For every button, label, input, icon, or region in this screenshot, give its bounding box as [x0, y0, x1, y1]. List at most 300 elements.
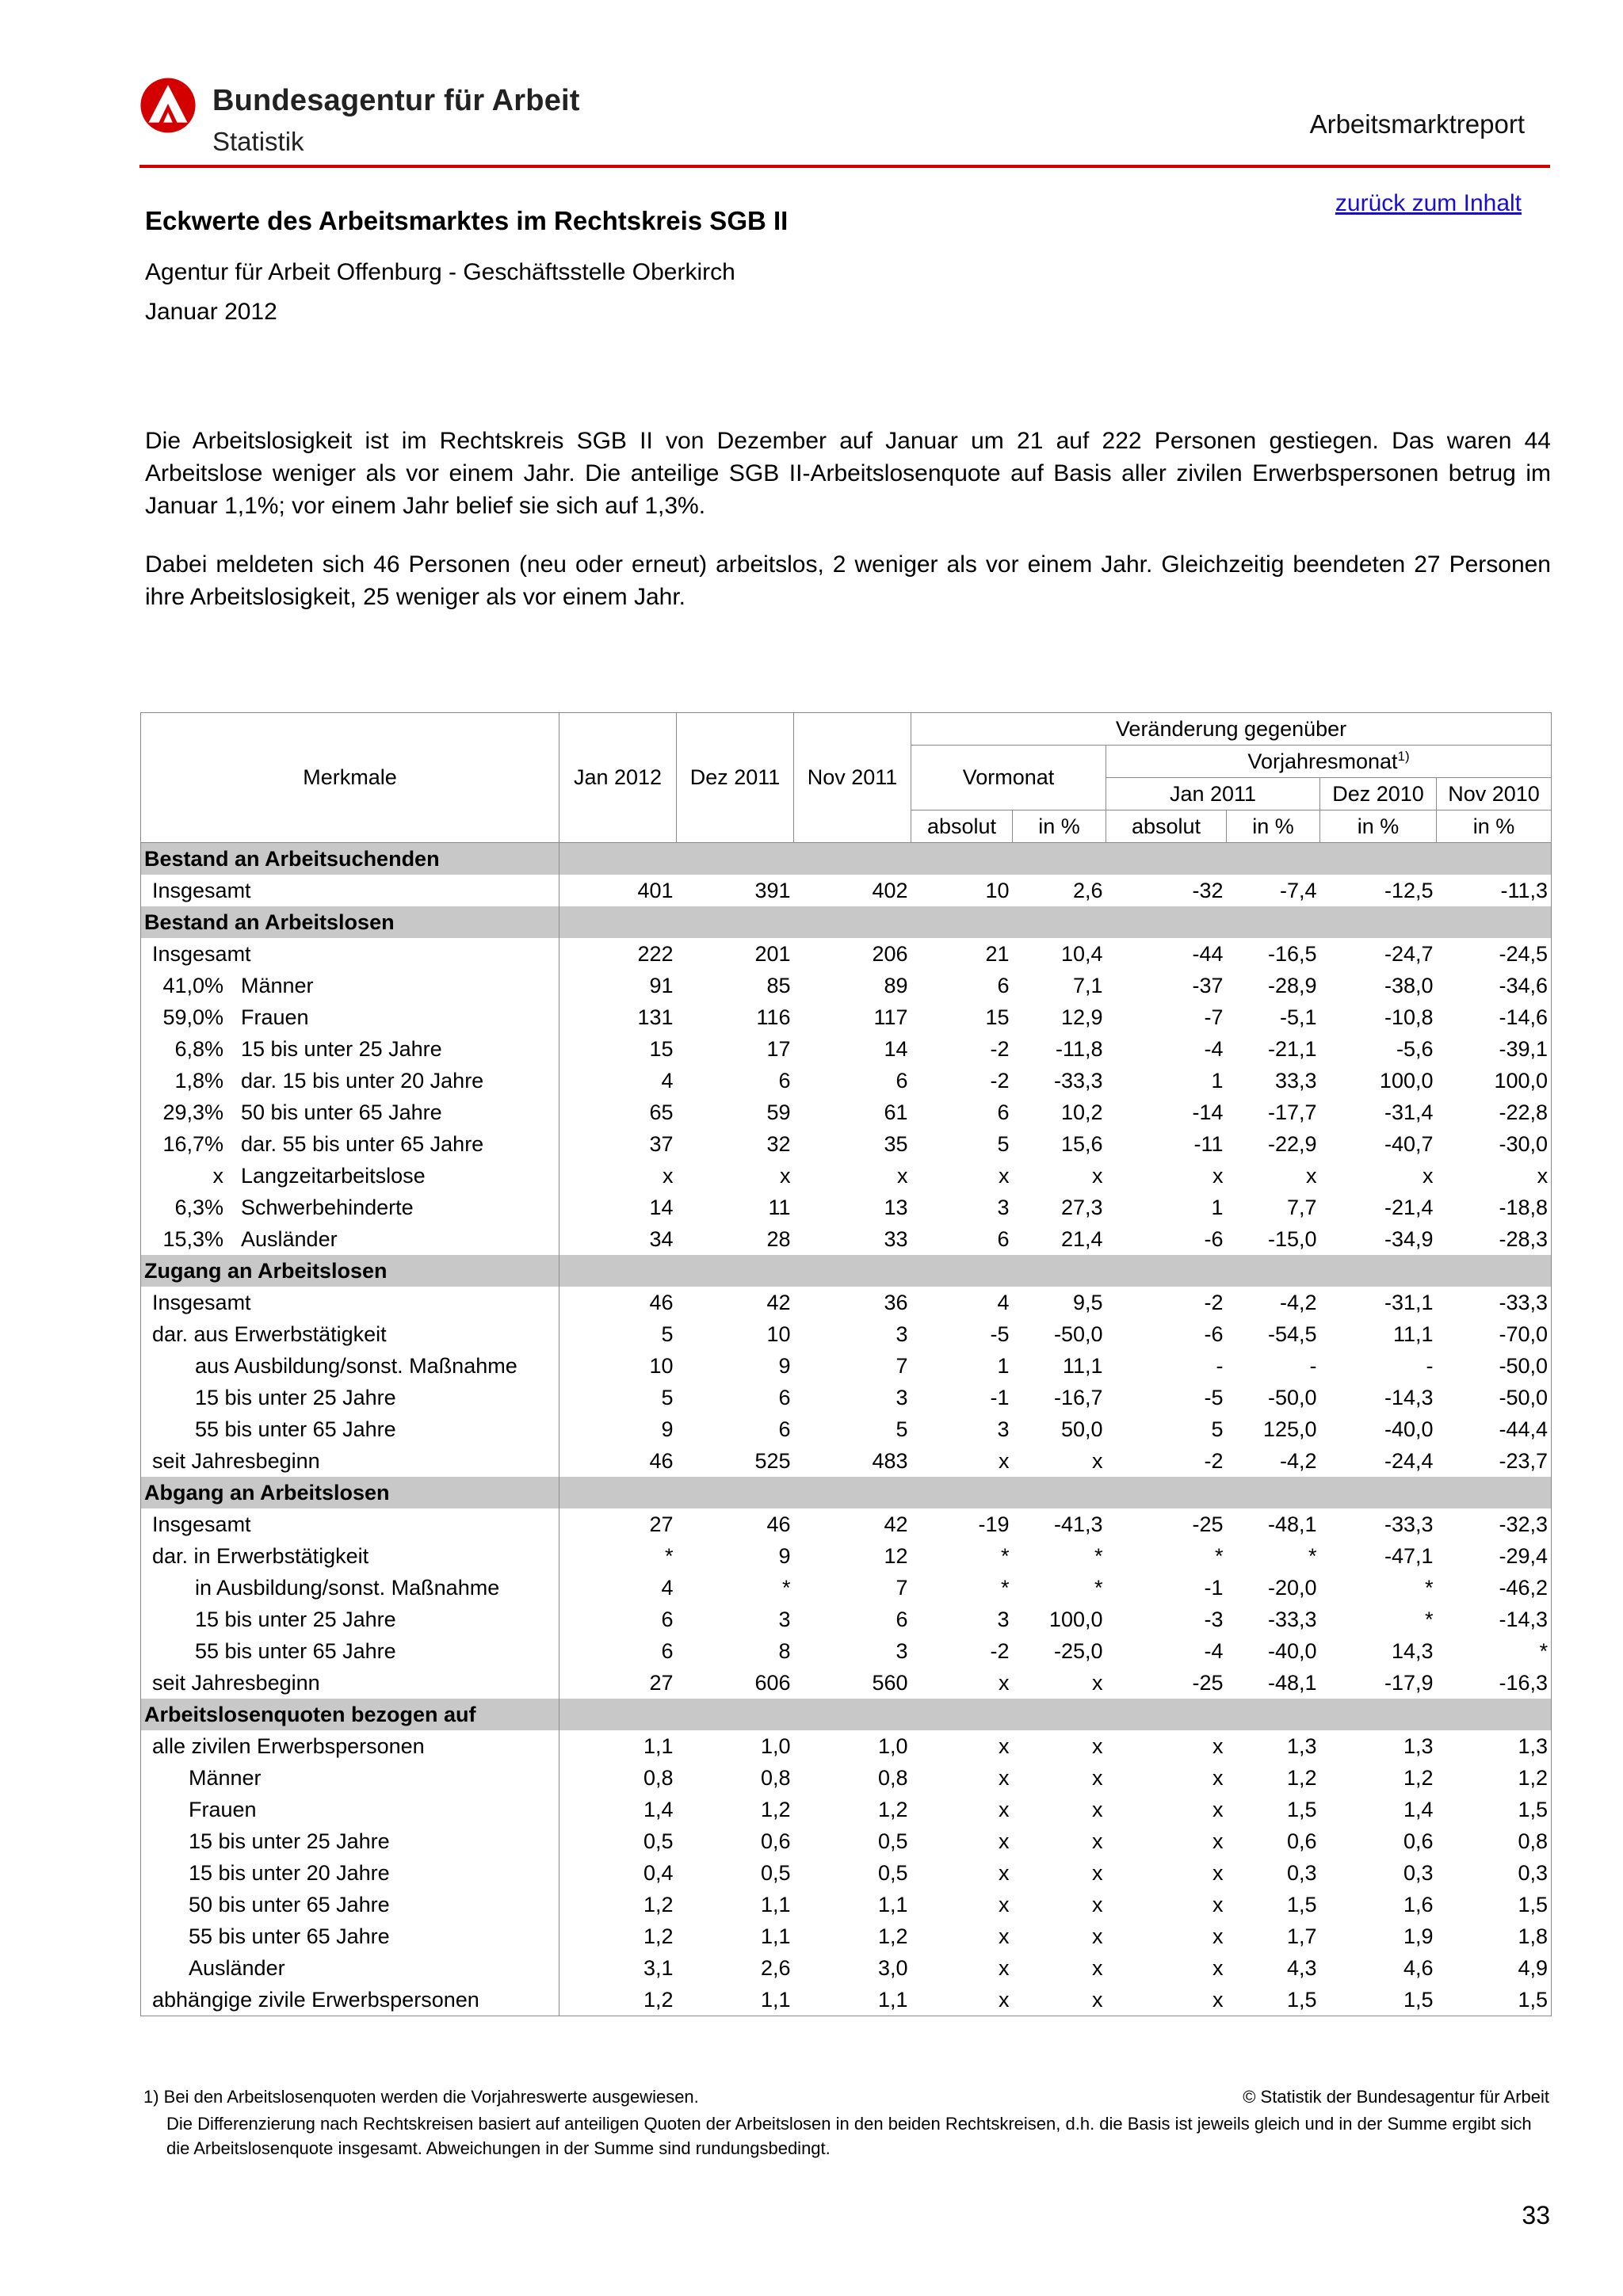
row-label: 55 bis unter 65 Jahre [141, 1920, 559, 1952]
table-cell: x [999, 1955, 1010, 1980]
section-fill [559, 1699, 1552, 1730]
section-header-row [141, 906, 1552, 938]
table-row [141, 1667, 1552, 1699]
table-row [141, 970, 1552, 1001]
row-label: Insgesamt [141, 938, 559, 970]
table-cell: -14,3 [1384, 1385, 1434, 1409]
table-cell: 1,5 [1286, 1797, 1317, 1821]
table-cell: -2 [1204, 1448, 1224, 1473]
table-cell: x [1092, 1448, 1103, 1473]
table-row [141, 1508, 1552, 1540]
table-cell: x [1212, 1797, 1224, 1821]
table-cell: 1,4 [643, 1797, 674, 1821]
table-row [141, 938, 1552, 970]
table-cell: x [897, 1163, 908, 1188]
table-cell: 206 [872, 941, 908, 966]
page-number: 33 [1522, 2201, 1550, 2229]
row-label: Frauen [141, 1794, 559, 1825]
table-cell: - [1426, 1353, 1434, 1378]
table-cell: 9,5 [1072, 1290, 1103, 1314]
table-cell: -12,5 [1384, 878, 1434, 902]
table-cell: 1,2 [1403, 1765, 1434, 1790]
table-cell: - [1216, 1353, 1224, 1378]
row-label: Insgesamt [141, 1287, 559, 1318]
header-in-pct: in % [1320, 810, 1437, 843]
table-cell: -40,0 [1384, 1417, 1434, 1441]
back-to-contents-link[interactable]: zurück zum Inhalt [1335, 190, 1522, 216]
share-percent: 6,8% [174, 1036, 223, 1061]
table-cell: -1 [990, 1385, 1010, 1409]
row-label [141, 1128, 559, 1160]
table-cell: 10,2 [1060, 1100, 1103, 1124]
table-cell: -16,3 [1437, 1667, 1552, 1699]
table-cell: 1,1 [643, 1733, 674, 1758]
table-cell: -11,3 [1437, 875, 1552, 906]
table-cell: x [999, 1829, 1010, 1853]
table-cell: x [1212, 1163, 1224, 1188]
table-cell: 50,0 [1060, 1417, 1103, 1441]
table-cell: 14 [649, 1195, 674, 1219]
section-fill [559, 843, 1552, 875]
row-label-text: dar. 15 bis unter 20 Jahre [241, 1068, 484, 1093]
table-cell: 100,0 [1379, 1068, 1434, 1093]
table-cell: -33,3 [1437, 1287, 1552, 1318]
table-cell: 1,8 [1437, 1920, 1552, 1952]
table-cell: -5,1 [1279, 1005, 1317, 1029]
table-cell: 6 [997, 1226, 1010, 1251]
row-label: 55 bis unter 65 Jahre [141, 1635, 559, 1667]
table-cell: 6 [896, 1068, 908, 1093]
table-cell: -4,2 [1279, 1290, 1317, 1314]
section-header-row [141, 1255, 1552, 1287]
section-title: Zugang an Arbeitslosen [141, 1255, 559, 1287]
table-cell: 9 [661, 1417, 674, 1441]
table-cell: 4,3 [1286, 1955, 1317, 1980]
table-cell: * [1094, 1543, 1103, 1568]
table-cell: 125,0 [1262, 1417, 1317, 1441]
table-cell: -4,2 [1279, 1448, 1317, 1473]
table-cell: x [1106, 1984, 1227, 2016]
table-row [141, 1445, 1552, 1477]
table-cell: -50,0 [1267, 1385, 1317, 1409]
table-row [141, 1572, 1552, 1604]
table-cell: x [999, 1892, 1010, 1917]
table-cell: 89 [884, 973, 908, 997]
table-cell: 15,6 [1060, 1131, 1103, 1156]
table-cell: 483 [872, 1448, 908, 1473]
table-cell: 12,9 [1060, 1005, 1103, 1029]
table-cell: x [1092, 1670, 1103, 1695]
table-cell: 1,5 [1320, 1984, 1437, 2016]
header-jan-2011: Jan 2011 [1106, 778, 1320, 810]
table-cell: -5,6 [1396, 1036, 1434, 1061]
table-cell: 1,5 [1437, 1889, 1552, 1920]
table-cell: * [664, 1543, 674, 1568]
share-percent: 6,3% [174, 1195, 223, 1219]
table-cell: -32,3 [1437, 1508, 1552, 1540]
table-cell: 1,5 [1437, 1984, 1552, 2016]
table-cell: -5 [990, 1322, 1010, 1346]
table-cell: x [1013, 1984, 1106, 2016]
header-merkmale: Merkmale [141, 713, 559, 843]
table-cell: -34,9 [1384, 1226, 1434, 1251]
table-cell: -25,0 [1053, 1638, 1103, 1663]
row-label [141, 1097, 559, 1128]
table-row [141, 1762, 1552, 1794]
table-row [141, 1413, 1552, 1445]
table-row [141, 1920, 1552, 1952]
table-cell: -24,5 [1437, 938, 1552, 970]
table-cell: 4,9 [1437, 1952, 1552, 1984]
table-cell: * [1424, 1607, 1434, 1631]
table-cell: 606 [754, 1670, 791, 1695]
row-label: 15 bis unter 25 Jahre [141, 1382, 559, 1413]
table-cell: 4 [661, 1068, 674, 1093]
table-row [141, 1223, 1552, 1255]
table-cell: * [1214, 1543, 1224, 1568]
table-cell: -39,1 [1437, 1033, 1552, 1065]
table-cell: -2 [990, 1638, 1010, 1663]
table-cell: -70,0 [1437, 1318, 1552, 1350]
table-cell: 100,0 [1048, 1607, 1103, 1631]
table-cell: 1,1 [877, 1892, 908, 1917]
table-cell: 131 [637, 1005, 674, 1029]
table-cell: 1,0 [877, 1733, 908, 1758]
table-cell: 0,8 [643, 1765, 674, 1790]
table-cell: 13 [884, 1195, 908, 1219]
table-cell: -41,3 [1053, 1512, 1103, 1536]
table-cell: 1 [1211, 1068, 1224, 1093]
table-cell: 12 [884, 1543, 908, 1568]
header-vormonat: Vormonat [911, 746, 1106, 810]
table-row [141, 1033, 1552, 1065]
table-cell: 21 [985, 941, 1010, 966]
row-label: Männer [141, 1762, 559, 1794]
table-row [141, 1889, 1552, 1920]
table-cell: 33,3 [1274, 1068, 1317, 1093]
table-cell: -6 [1204, 1226, 1224, 1251]
table-cell: 1 [1211, 1195, 1224, 1219]
table-cell: 6 [661, 1607, 674, 1631]
table-cell: 3,0 [877, 1955, 908, 1980]
table-cell: -4 [1204, 1036, 1224, 1061]
row-label [141, 1065, 559, 1097]
section-title: Arbeitslosenquoten bezogen auf [141, 1699, 559, 1730]
table-cell: 28 [766, 1226, 791, 1251]
table-cell: x [999, 1670, 1010, 1695]
table-cell: 6 [661, 1638, 674, 1663]
table-cell: 0,8 [877, 1765, 908, 1790]
table-row [141, 1857, 1552, 1889]
table-cell: 0,8 [1437, 1825, 1552, 1857]
table-cell: -32 [1192, 878, 1224, 902]
table-cell: * [1094, 1575, 1103, 1600]
table-cell: 10 [985, 878, 1010, 902]
table-cell: -5 [1204, 1385, 1224, 1409]
summary-paragraph: Dabei meldeten sich 46 Personen (neu oder erneut) arbeitslos, 2 weniger als vor einem Jahr. Gleichzeitig beendeten 27 Personen ihre Arbeitslosigkeit, 25 weniger als vor einem Jahr. [145, 551, 1551, 610]
table-cell: -3 [1204, 1607, 1224, 1631]
table-cell: 0,5 [877, 1829, 908, 1853]
table-cell: x [1212, 1860, 1224, 1885]
row-label [141, 1192, 559, 1223]
share-percent: 16,7% [162, 1131, 223, 1156]
share-percent: 59,0% [162, 1005, 223, 1029]
header-dez-2010: Dez 2010 [1320, 778, 1437, 810]
table-cell: 0,5 [760, 1860, 791, 1885]
table-cell: 61 [884, 1100, 908, 1124]
table-cell: 1,2 [1286, 1765, 1317, 1790]
org-subtitle: Statistik [212, 127, 304, 156]
table-cell: 15 [985, 1005, 1010, 1029]
table-cell: 2,6 [760, 1955, 791, 1980]
table-cell: x [1212, 1924, 1224, 1948]
table-cell: 1,6 [1403, 1892, 1434, 1917]
table-cell: x [1306, 1163, 1317, 1188]
table-cell: 0,6 [1286, 1829, 1317, 1853]
table-cell: 6 [997, 1100, 1010, 1124]
table-cell: 1,2 [643, 1924, 674, 1948]
table-row [141, 1318, 1552, 1350]
table-cell: 0,4 [643, 1860, 674, 1885]
ba-logo-icon [139, 77, 197, 134]
table-cell: 1,9 [1403, 1924, 1434, 1948]
table-cell: 7,7 [1286, 1195, 1317, 1219]
table-cell: 27 [649, 1670, 674, 1695]
row-label: Ausländer [141, 1952, 559, 1984]
table-cell: 3 [997, 1417, 1010, 1441]
table-cell: -14,6 [1437, 1001, 1552, 1033]
table-cell: -14,3 [1437, 1604, 1552, 1635]
table-cell: x [999, 1733, 1010, 1758]
table-cell: 36 [884, 1290, 908, 1314]
table-cell: x [911, 1984, 1013, 2016]
table-cell: 1,2 [559, 1984, 677, 2016]
table-cell: 9 [778, 1543, 791, 1568]
section-title: Abgang an Arbeitslosen [141, 1477, 559, 1508]
table-cell: 35 [884, 1131, 908, 1156]
table-cell: -33,3 [1384, 1512, 1434, 1536]
table-cell: 0,3 [1403, 1860, 1434, 1885]
table-row [141, 1604, 1552, 1635]
header-nov-2010: Nov 2010 [1437, 778, 1552, 810]
table-cell: 6 [778, 1417, 791, 1441]
table-cell: -44 [1192, 941, 1224, 966]
table-row [141, 1001, 1552, 1033]
section-title: Bestand an Arbeitslosen [141, 906, 559, 938]
table-cell: * [781, 1575, 791, 1600]
section-header-row [141, 1699, 1552, 1730]
table-cell: - [1309, 1353, 1317, 1378]
table-cell: x [1092, 1955, 1103, 1980]
share-percent: 29,3% [162, 1100, 223, 1124]
table-cell: 402 [872, 878, 908, 902]
table-cell: 100,0 [1437, 1065, 1552, 1097]
table-cell: 1,2 [1437, 1762, 1552, 1794]
table-row [141, 1350, 1552, 1382]
table-cell: 6 [778, 1385, 791, 1409]
table-cell: 1,1 [760, 1924, 791, 1948]
table-cell: -48,1 [1267, 1670, 1317, 1695]
row-label: seit Jahresbeginn [141, 1445, 559, 1477]
agency-name: Agentur für Arbeit Offenburg - Geschäftsstelle Oberkirch [145, 259, 735, 285]
table-cell: x [1212, 1733, 1224, 1758]
table-cell: -33,3 [1267, 1607, 1317, 1631]
table-cell: 37 [649, 1131, 674, 1156]
row-label-text: Männer [241, 973, 314, 997]
table-cell: -18,8 [1437, 1192, 1552, 1223]
table-cell: 10 [766, 1322, 791, 1346]
table-cell: x [999, 1163, 1010, 1188]
table-cell: 0,5 [877, 1860, 908, 1885]
data-table [140, 712, 1552, 2016]
table-cell: 32 [766, 1131, 791, 1156]
table-cell: 222 [637, 941, 674, 966]
header-in-pct: in % [1013, 810, 1106, 843]
table-cell: -37 [1192, 973, 1224, 997]
table-cell: x [999, 1448, 1010, 1473]
row-label [141, 1033, 559, 1065]
table-cell: 1,7 [1286, 1924, 1317, 1948]
row-label-text: Frauen [241, 1005, 309, 1029]
header-dez-2011: Dez 2011 [677, 713, 794, 843]
table-cell: -2 [990, 1068, 1010, 1093]
table-cell: 42 [766, 1290, 791, 1314]
table-cell: * [1000, 1575, 1010, 1600]
header-in-pct: in % [1437, 810, 1552, 843]
table-cell: 17 [766, 1036, 791, 1061]
table-row [141, 875, 1552, 906]
table-cell: 0,3 [1437, 1857, 1552, 1889]
table-cell: 0,6 [1403, 1829, 1434, 1853]
share-percent: 15,3% [162, 1226, 223, 1251]
table-cell: -31,4 [1384, 1100, 1434, 1124]
table-cell: -28,3 [1437, 1223, 1552, 1255]
table-cell: 1,5 [1437, 1794, 1552, 1825]
table-cell: -22,9 [1267, 1131, 1317, 1156]
table-cell: 1,3 [1437, 1730, 1552, 1762]
table-cell: 560 [872, 1670, 908, 1695]
table-cell: -29,4 [1437, 1540, 1552, 1572]
table-cell: -46,2 [1437, 1572, 1552, 1604]
table-cell: 1,1 [677, 1984, 794, 2016]
row-label-text: Langzeitarbeitslose [241, 1163, 426, 1188]
row-label [141, 1001, 559, 1033]
table-cell: 27 [649, 1512, 674, 1536]
row-label: abhängige zivile Erwerbspersonen [141, 1984, 559, 2016]
row-label: 55 bis unter 65 Jahre [141, 1413, 559, 1445]
table-cell: 3 [778, 1607, 791, 1631]
table-cell: x [663, 1163, 674, 1188]
table-cell: -30,0 [1437, 1128, 1552, 1160]
table-cell: x [1212, 1955, 1224, 1980]
header-jan-2012: Jan 2012 [559, 713, 677, 843]
table-cell: 1,1 [794, 1984, 911, 2016]
row-label: dar. in Erwerbstätigkeit [141, 1540, 559, 1572]
table-cell: -54,5 [1267, 1322, 1317, 1346]
table-cell: 6 [778, 1068, 791, 1093]
table-cell: 1,4 [1403, 1797, 1434, 1821]
table-cell: x [1212, 1765, 1224, 1790]
table-cell: 201 [754, 941, 791, 966]
row-label: aus Ausbildung/sonst. Maßnahme [141, 1350, 559, 1382]
table-cell: 10,4 [1060, 941, 1103, 966]
table-cell: -15,0 [1267, 1226, 1317, 1251]
share-percent: x [212, 1163, 223, 1188]
table-cell: -24,4 [1384, 1448, 1434, 1473]
table-cell: 0,6 [760, 1829, 791, 1853]
table-row [141, 1160, 1552, 1192]
header-rule [139, 165, 1550, 168]
table-cell: 1,0 [760, 1733, 791, 1758]
table-cell: 525 [754, 1448, 791, 1473]
table-row [141, 1635, 1552, 1667]
table-cell: 4 [661, 1575, 674, 1600]
table-cell: -24,7 [1384, 941, 1434, 966]
table-cell: 4,6 [1403, 1955, 1434, 1980]
table-cell: -11 [1193, 1131, 1224, 1156]
table-cell: x [1092, 1829, 1103, 1853]
table-cell: -6 [1204, 1322, 1224, 1346]
row-label-text: dar. 55 bis unter 65 Jahre [241, 1131, 484, 1156]
table-cell: x [1092, 1924, 1103, 1948]
table-cell: -23,7 [1437, 1445, 1552, 1477]
table-row [141, 1794, 1552, 1825]
table-cell: -50,0 [1437, 1382, 1552, 1413]
table-cell: 1,2 [760, 1797, 791, 1821]
table-cell: 85 [766, 973, 791, 997]
table-cell: 7 [896, 1353, 908, 1378]
table-cell: -31,1 [1384, 1290, 1434, 1314]
section-fill [559, 906, 1552, 938]
table-row [141, 1192, 1552, 1223]
header-absolut: absolut [911, 810, 1013, 843]
report-period: Januar 2012 [145, 299, 277, 325]
table-cell: 5 [896, 1417, 908, 1441]
table-cell: 42 [884, 1512, 908, 1536]
row-label [141, 970, 559, 1001]
table-cell: -33,3 [1053, 1068, 1103, 1093]
row-label: Insgesamt [141, 875, 559, 906]
table-cell: 3 [896, 1638, 908, 1663]
table-cell: 0,3 [1286, 1860, 1317, 1885]
table-cell: 11,1 [1392, 1322, 1434, 1346]
table-cell: 3 [896, 1385, 908, 1409]
header-absolut: absolut [1106, 810, 1227, 843]
table-cell: -16,5 [1267, 941, 1317, 966]
table-cell: 91 [649, 973, 674, 997]
table-row [141, 1097, 1552, 1128]
table-cell: x [1437, 1160, 1552, 1192]
row-label: seit Jahresbeginn [141, 1667, 559, 1699]
table-cell: -22,8 [1437, 1097, 1552, 1128]
table-cell: 1,5 [1227, 1984, 1320, 2016]
table-cell: -17,7 [1267, 1100, 1317, 1124]
table-cell: 7 [896, 1575, 908, 1600]
table-cell: x [1092, 1892, 1103, 1917]
table-cell: 10 [649, 1353, 674, 1378]
row-label: 15 bis unter 25 Jahre [141, 1825, 559, 1857]
table-cell: x [999, 1797, 1010, 1821]
table-row [141, 1287, 1552, 1318]
table-cell: -16,7 [1053, 1385, 1103, 1409]
table-cell: x [1092, 1163, 1103, 1188]
table-cell: 3 [997, 1607, 1010, 1631]
table-cell: 6 [896, 1607, 908, 1631]
table-cell: -44,4 [1437, 1413, 1552, 1445]
table-cell: 0,5 [643, 1829, 674, 1853]
table-body [141, 843, 1552, 2016]
footnote: 1) Bei den Arbeitslosenquoten werden die Vorjahreswerte ausgewiesen. [143, 2087, 699, 2107]
